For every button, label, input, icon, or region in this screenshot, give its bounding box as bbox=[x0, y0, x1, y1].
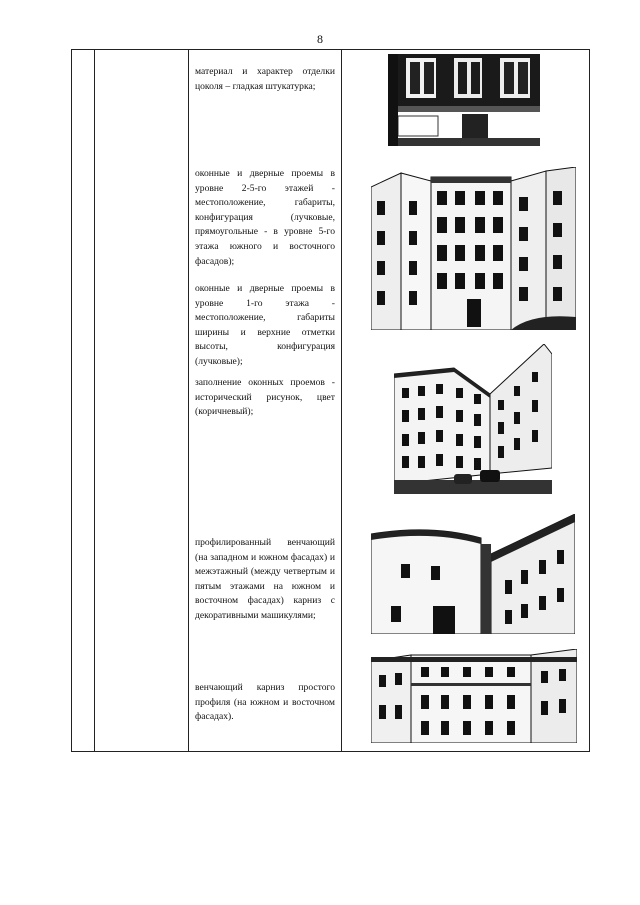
row-text-openings-ground: оконные и дверные проемы в уровне 1-го этажа - местоположение, габариты ширины и верхние отметки высоты, конфигурация (лучковые); bbox=[195, 283, 335, 367]
row-text-openings-upper: оконные и дверные проемы в уровне 2-5-го этажей - местоположение, габариты, конфигурация (лучковые, прямоугольные - в уровне 5-го этажа южного и восточного фасадов); bbox=[195, 168, 335, 267]
cornice-photo bbox=[371, 514, 575, 634]
column-divider-2 bbox=[188, 50, 189, 751]
row-text-simple-cornice: венчающий карниз простого профиля (на южном и восточном фасадах). bbox=[195, 682, 335, 723]
column-divider-1 bbox=[94, 50, 95, 751]
upper-facade-photo bbox=[371, 649, 577, 743]
courtyard-corner-photo bbox=[394, 344, 552, 494]
row-text-cornice: профилированный венчающий (на западном и южном фасадах) и межэтажный (между четвертым и пятым этажами на южном и восточном фасадах) карниз с декоративными машикулями; bbox=[195, 537, 335, 621]
row-text-window-fill: заполнение оконных проемов - исторический рисунок, цвет (коричневый); bbox=[195, 377, 335, 418]
row-text-plinth: материал и характер отделки цоколя – гладкая штукатурка; bbox=[195, 66, 335, 92]
courtyard-facade-photo bbox=[371, 167, 576, 330]
page-number: 8 bbox=[317, 32, 323, 46]
column-divider-3 bbox=[341, 50, 342, 751]
building-plinth-photo bbox=[388, 54, 540, 146]
table bbox=[71, 49, 590, 752]
